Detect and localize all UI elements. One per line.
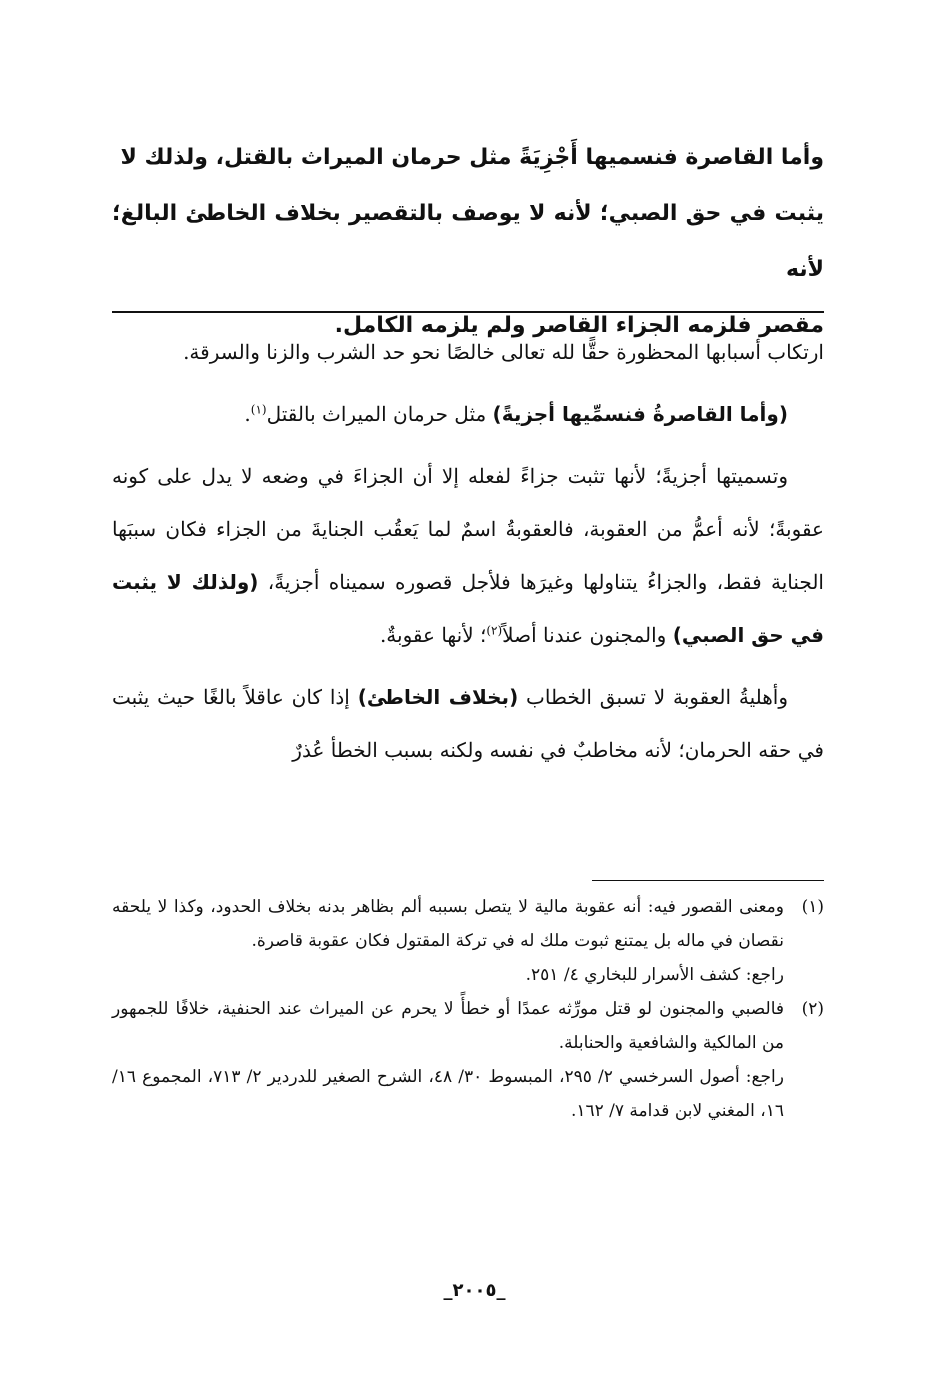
sharh-text-run: وتسميتها أجزيةً؛ لأنها تثبت جزاءً لفعله إلا أن الجزاءَ في وضعه لا يدل على كونه عقوبةً؛ لأنه أعمُّ من العقوبة، فالعقوبةُ اسمٌ لما يَعقُب الجنايةَ من الجزاء فكان سببَها الجناية فقط، والجزاءُ يتناولها وغيرَها فلأجل قصوره سميناه أجزيةً، bbox=[112, 464, 824, 594]
sharh-text-run: إذا كان عاقلاً بالغًا حيث يثبت في حقه الحرمان؛ لأنه مخاطبٌ في نفسه ولكنه بسبب الخطأ عُذرٌ bbox=[112, 685, 824, 762]
sharh-paragraph-1: ارتكاب أسبابها المحظورة حقًّا لله تعالى خالصًا نحو حد الشرب والزنا والسرقة. bbox=[183, 340, 824, 364]
sharh-text-run: ؛ لأنها عقوبةٌ. bbox=[379, 623, 487, 647]
matn-text bbox=[112, 130, 824, 354]
quoted-matn: (ولذلك لا يثبت في حق الصبي) bbox=[112, 570, 824, 647]
footnote-number: (١) bbox=[801, 897, 824, 917]
footnote-ref-2[interactable]: (٢) bbox=[486, 623, 503, 638]
sharh-text-run: وأهليةُ العقوبة لا تسبق الخطاب bbox=[518, 685, 789, 709]
matn-line-1: وأما القاصرة فنسميها أَجْزِيَةً مثل حرمان الميراث بالقتل، ولذلك لا bbox=[120, 145, 824, 170]
footnote-2 bbox=[112, 992, 824, 1060]
footnote-text: فالصبي والمجنون لو قتل مورِّثه عمدًا أو خطأً لا يحرم عن الميراث عند الحنفية، خلافًا للجمهور من المالكية والشافعية والحنابلة. bbox=[112, 999, 784, 1053]
page-number: _٢٠٠٥_ bbox=[443, 1280, 506, 1301]
sharh-paragraph-4 bbox=[112, 671, 824, 777]
footnote-2-reference: راجع: أصول السرخسي ٢/ ٢٩٥، المبسوط ٣٠/ ٤٨، الشرح الصغير للدردير ٢/ ٧١٣، المجموع ١٦/ ١٦، المغني لابن قدامة ٧/ ١٦٢. bbox=[112, 1067, 784, 1121]
matn-separator bbox=[112, 311, 824, 313]
footnote-text: ومعنى القصور فيه: أنه عقوبة مالية لا يتصل بسببه ألم بظاهر بدنه بخلاف الحدود، وكذا لا يلحقه نقصان في ماله بل يمتنع ثبوت ملك له في تركة المقتول فكان عقوبة قاصرة. bbox=[112, 897, 784, 951]
matn-line-2: يثبت في حق الصبي؛ لأنه لا يوصف بالتقصير بخلاف الخاطئ البالغ؛ لأنه bbox=[112, 201, 824, 282]
sharh-paragraph-2 bbox=[112, 388, 824, 441]
quoted-matn: (وأما القاصرةُ فنسمِّيها أجزيةً) bbox=[492, 402, 788, 426]
sharh-text-run: والمجنون عندنا أصلاً bbox=[502, 623, 673, 647]
footnote-1 bbox=[112, 890, 824, 958]
footnote-number: (٢) bbox=[801, 999, 824, 1019]
quoted-matn: (بخلاف الخاطئ) bbox=[357, 685, 519, 709]
sharh-paragraph-3 bbox=[112, 450, 824, 662]
sharh-text-run: مثل حرمان الميراث بالقتل bbox=[266, 402, 493, 426]
sharh-text bbox=[112, 326, 824, 777]
footnote-separator bbox=[592, 880, 824, 881]
matn-line-3: مقصر فلزمه الجزاء القاصر ولم يلزمه الكامل. bbox=[334, 313, 824, 338]
footnote-ref-1[interactable]: (١) bbox=[250, 402, 267, 417]
footnotes bbox=[112, 890, 824, 1128]
footnote-1-reference: راجع: كشف الأسرار للبخاري ٤/ ٢٥١. bbox=[525, 965, 784, 985]
sharh-text-run: . bbox=[244, 402, 251, 426]
